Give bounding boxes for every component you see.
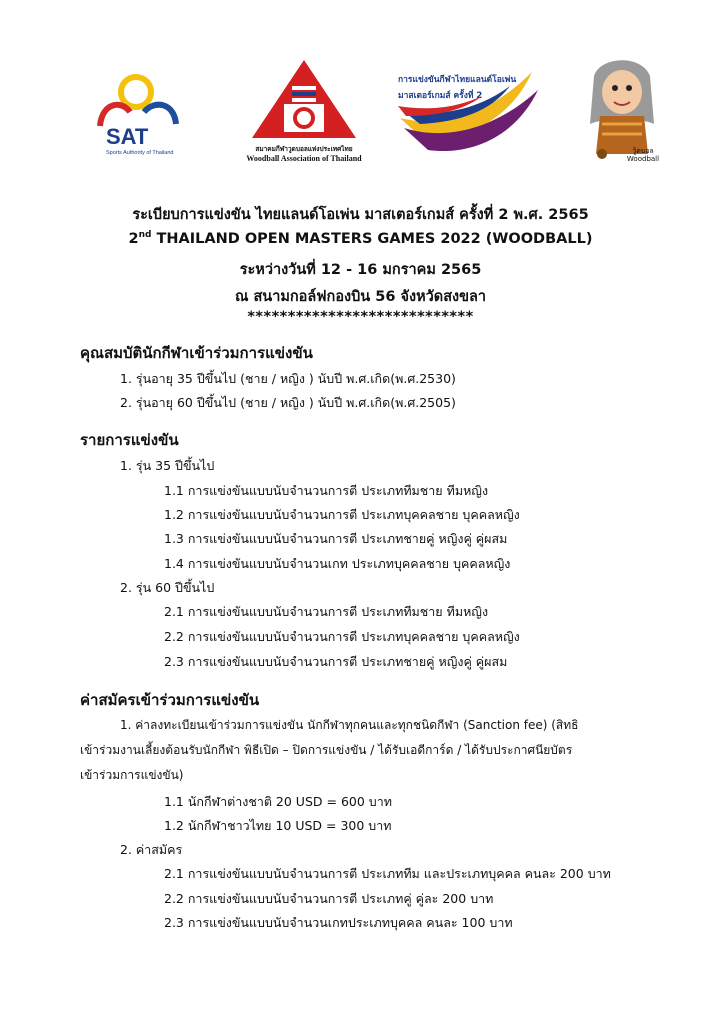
sat-logo-subtitle: Sports Authority of Thailand — [106, 150, 174, 156]
masters-games-logo — [392, 66, 542, 158]
entry-fee-label: 2. ค่าสมัคร — [120, 842, 183, 857]
event-dates: ระหว่างวันที่ 12 - 16 มกราคม 2565 — [239, 262, 482, 278]
entry-fee-item: 2.1 การแข่งขันแบบนับจำนวนการตี ประเภททีม และประเภทบุคคล คนละ 200 บาท — [164, 866, 611, 881]
woodball-mascot — [572, 54, 672, 166]
event-item: 1.3 การแข่งขันแบบนับจำนวนการตี ประเภทชายคู่ หญิงคู่ คู่ผสม — [164, 531, 508, 546]
title-english-number: 2 — [128, 230, 139, 247]
games-logo-line1: การแข่งขันกีฬาไทยแลนด์โอเพ่น — [398, 75, 517, 85]
title-english-text: THAILAND OPEN MASTERS GAMES 2022 (WOODBALL) — [151, 230, 593, 247]
page-title-english — [0, 230, 721, 247]
event-item: 2.2 การแข่งขันแบบนับจำนวนการตี ประเภทบุคคลชาย บุคคลหญิง — [164, 629, 520, 644]
title-english-ordinal: nd — [138, 230, 152, 240]
event-venue: ณ สนามกอล์ฟกองบิน 56 จังหวัดสงขลา — [234, 289, 487, 305]
woodball-association-logo — [234, 56, 374, 166]
fees-paragraph-line: 1. ค่าลงทะเบียนเข้าร่วมการแข่งขัน นักกีฬาทุกคนและทุกชนิดกีฬา (Sanction fee) (สิทธิ — [120, 718, 579, 732]
sat-logo — [92, 66, 184, 158]
sat-logo-text: SAT — [106, 124, 149, 149]
games-swoosh-icon — [392, 66, 542, 158]
games-logo-line2: มาสเตอร์เกมส์ ครั้งที่ 2 — [398, 91, 483, 101]
sat-emblem-icon — [92, 66, 184, 158]
mascot-english-label: Woodball — [626, 155, 660, 163]
fees-heading: ค่าสมัครเข้าร่วมการแข่งขัน — [80, 691, 260, 709]
stars-divider: **************************** — [247, 309, 474, 325]
fees-paragraph-line: เข้าร่วมงานเลี้ยงต้อนรับนักกีฬา พิธีเปิด – ปิดการแข่งขัน / ได้รับเอดีการ์ด / ได้รับประกาศนียบัตร — [80, 743, 573, 757]
event-item: 2.1 การแข่งขันแบบนับจำนวนการตี ประเภททีมชาย ทีมหญิง — [164, 604, 489, 619]
fees-paragraph-line: เข้าร่วมการแข่งขัน) — [80, 768, 184, 782]
page-title-thai: ระเบียบการแข่งขัน ไทยแลนด์โอเพ่น มาสเตอร์เกมส์ ครั้งที่ 2 พ.ศ. 2565 — [132, 207, 589, 223]
event-item: 1.1 การแข่งขันแบบนับจำนวนการตี ประเภททีมชาย ทีมหญิง — [164, 483, 489, 498]
event-group-label: 2. รุ่น 60 ปีขึ้นไป — [120, 580, 215, 595]
qualification-item: 2. รุ่นอายุ 60 ปีขึ้นไป (ชาย / หญิง ) นับปี พ.ศ.เกิด(พ.ศ.2505) — [120, 395, 456, 410]
woodball-association-thai-name: สมาคมกีฬาวูดบอลแห่งประเทศไทย — [255, 145, 353, 153]
entry-fee-item: 2.3 การแข่งขันแบบนับจำนวนเกทประเภทบุคคล คนละ 100 บาท — [164, 915, 513, 930]
event-item: 1.4 การแข่งขันแบบนับจำนวนเกท ประเภทบุคคลชาย บุคคลหญิง — [164, 556, 511, 571]
mascot-thai-label: วู้ดบอล — [632, 147, 654, 155]
entry-fee-item: 2.2 การแข่งขันแบบนับจำนวนการตี ประเภทคู่ คู่ละ 200 บาท — [164, 891, 494, 906]
sanction-fee-item: 1.1 นักกีฬาต่างชาติ 20 USD = 600 บาท — [164, 794, 392, 809]
event-group-label: 1. รุ่น 35 ปีขึ้นไป — [120, 458, 215, 473]
event-item: 1.2 การแข่งขันแบบนับจำนวนการตี ประเภทบุคคลชาย บุคคลหญิง — [164, 507, 520, 522]
qualification-item: 1. รุ่นอายุ 35 ปีขึ้นไป (ชาย / หญิง ) นับปี พ.ศ.เกิด(พ.ศ.2530) — [120, 371, 456, 386]
sanction-fee-item: 1.2 นักกีฬาชาวไทย 10 USD = 300 บาท — [164, 818, 392, 833]
event-item: 2.3 การแข่งขันแบบนับจำนวนการตี ประเภทชายคู่ หญิงคู่ คู่ผสม — [164, 654, 508, 669]
qualification-heading: คุณสมบัตินักกีฬาเข้าร่วมการแข่งขัน — [80, 344, 313, 362]
woodball-association-english-name: Woodball Association of Thailand — [246, 154, 362, 163]
events-heading: รายการแข่งขัน — [80, 431, 179, 449]
